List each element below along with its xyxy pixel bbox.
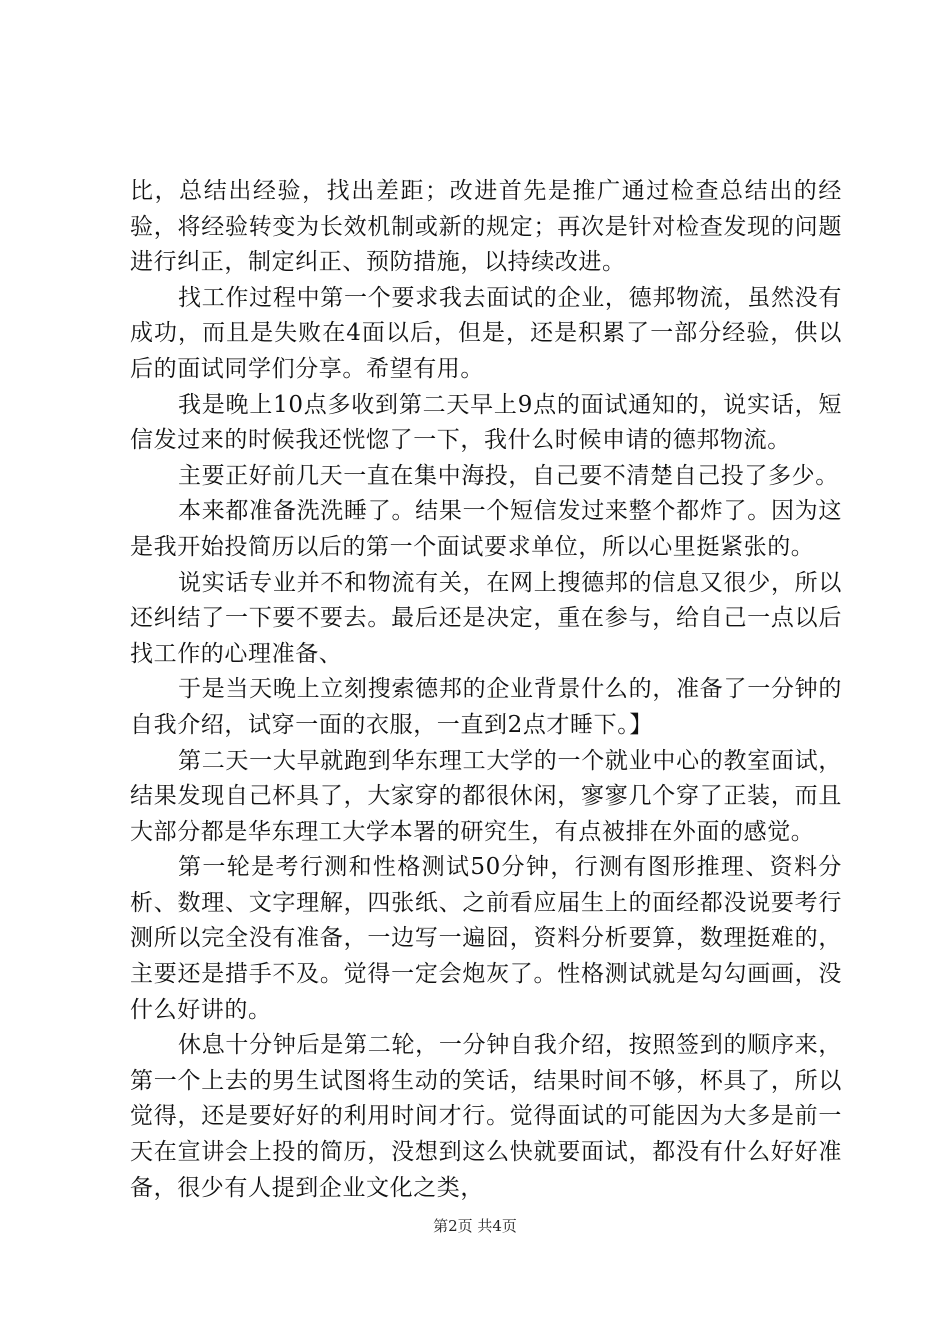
- paragraph: 第二天一大早就跑到华东理工大学的一个就业中心的教室面试，结果发现自己杯具了，大家穿的都很休闲，寥寥几个穿了正装，而且大部分都是华东理工大学本署的研究生，有点被排在外面的感觉。: [130, 747, 842, 845]
- page-number-footer: 第2页 共4页: [433, 1217, 517, 1235]
- paragraph: 主要正好前几天一直在集中海投，自己要不清楚自己投了多少。: [178, 462, 839, 489]
- document-body: [130, 174, 842, 1206]
- paragraph: 说实话专业并不和物流有关，在网上搜德邦的信息又很少，所以还纠结了一下要不要去。最后还是决定，重在参与，给自己一点以后找工作的心理准备、: [130, 569, 842, 667]
- paragraph: 第一轮是考行测和性格测试50分钟，行测有图形推理、资料分析、数理、文字理解，四张纸、之前看应届生上的面经都没说要考行测所以完全没有准备，一边写一遍囧，资料分析要算，数理挺难的，主要还是措手不及。觉得一定会炮灰了。性格测试就是勾勾画画，没什么好讲的。: [130, 854, 842, 1023]
- paragraph: 找工作过程中第一个要求我去面试的企业，德邦物流，虽然没有成功，而且是失败在4面以后，但是，还是积累了一部分经验，供以后的面试同学们分享。希望有用。: [130, 284, 842, 382]
- paragraph: 休息十分钟后是第二轮，一分钟自我介绍，按照签到的顺序来，第一个上去的男生试图将生动的笑话，结果时间不够，杯具了，所以觉得，还是要好好的利用时间才行。觉得面试的可能因为大多是前一天在宣讲会上投的简历，没想到这么快就要面试，都没有什么好好准备，很少有人提到企业文化之类，: [130, 1032, 842, 1201]
- paragraph: 本来都准备洗洗睡了。结果一个短信发过来整个都炸了。因为这是我开始投简历以后的第一个面试要求单位，所以心里挺紧张的。: [130, 498, 842, 560]
- paragraph: 比，总结出经验，找出差距；改进首先是推广通过检查总结出的经验，将经验转变为长效机制或新的规定；再次是针对检查发现的问题进行纠正，制定纠正、预防措施，以持续改进。: [130, 178, 842, 276]
- paragraph: 我是晚上10点多收到第二天早上9点的面试通知的，说实话，短信发过来的时候我还恍惚了一下，我什么时候申请的德邦物流。: [130, 391, 842, 454]
- paragraph: 于是当天晚上立刻搜索德邦的企业背景什么的，准备了一分钟的自我介绍，试穿一面的衣服，一直到2点才睡下。】: [130, 676, 842, 738]
